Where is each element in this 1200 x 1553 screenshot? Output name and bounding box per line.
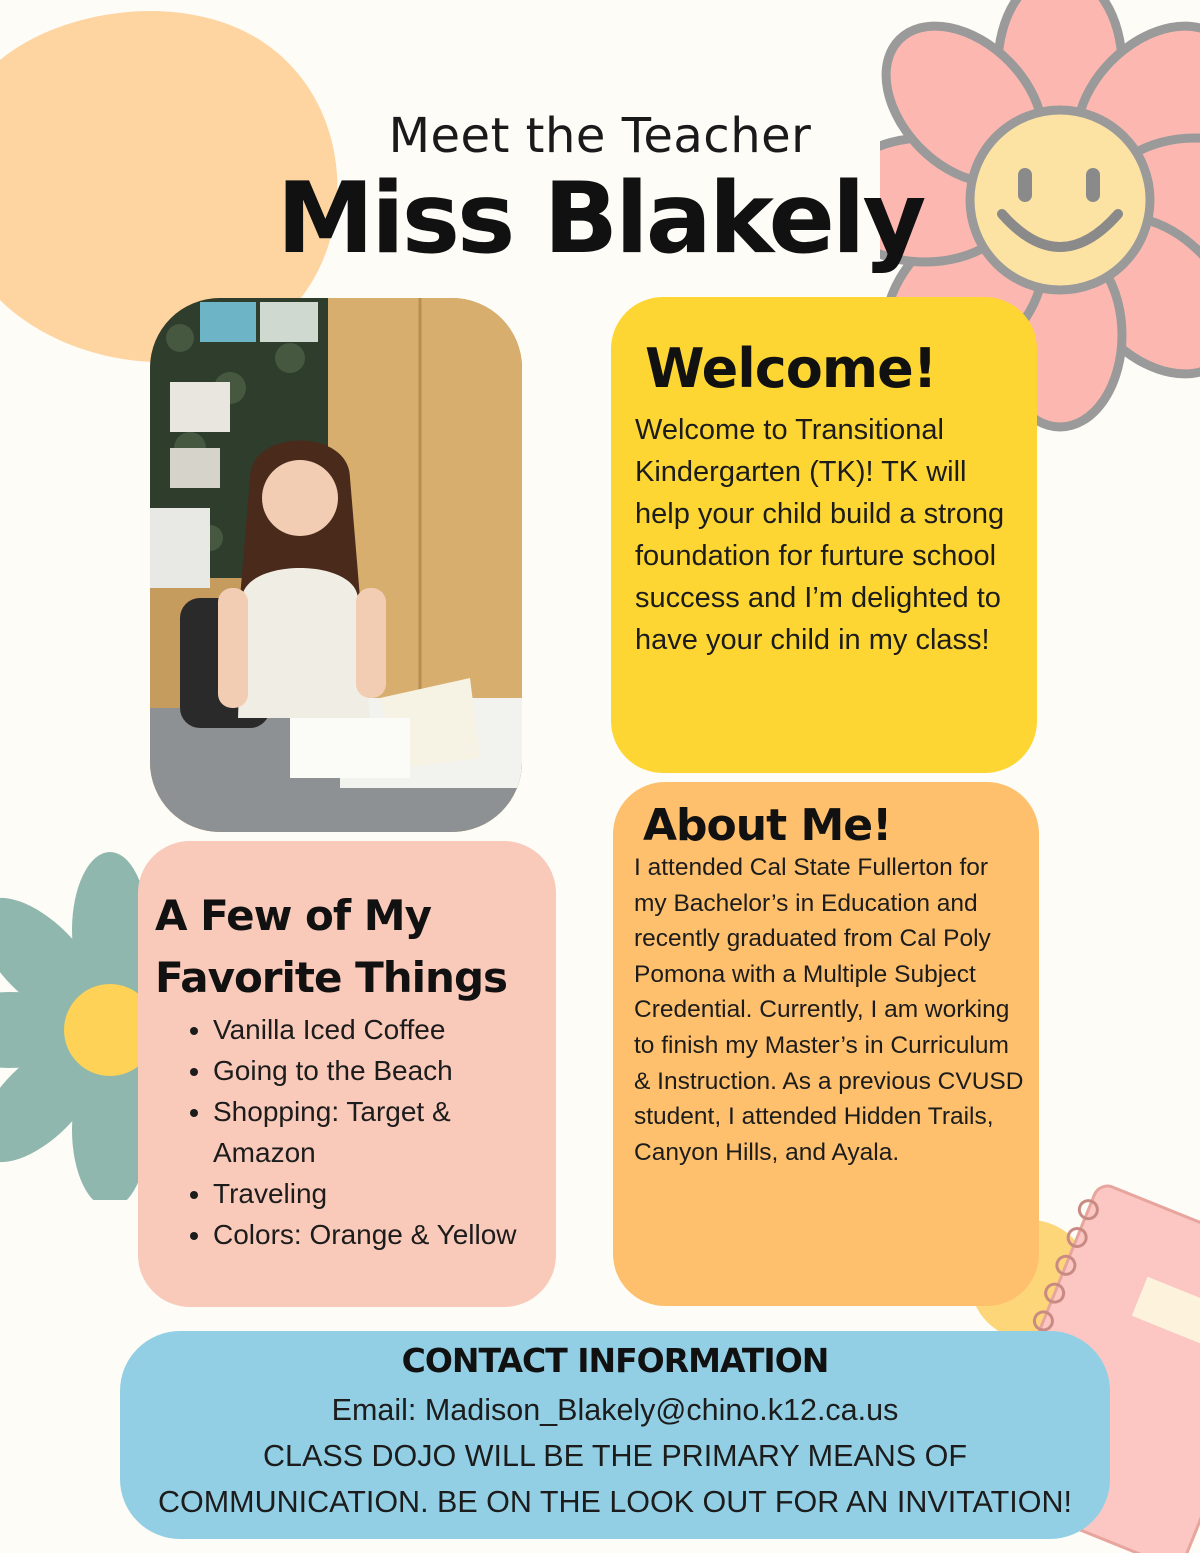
favorite-item: • Vanilla Iced Coffee xyxy=(213,1009,550,1050)
favorite-item: • Going to the Beach xyxy=(213,1050,550,1091)
contact-email: Email: Madison_Blakely@chino.k12.ca.us xyxy=(331,1393,899,1427)
about-me-text: I attended Cal State Fullerton for my Bachelor’s in Education and recently graduated from Cal Poly Pomona with a Multiple Subject Credential. Currently, I am working to finish my Master’s in Curriculum & Instruction. As a previous CVUSD student, I attended Hidden Trails, Canyon Hills, and Ayala. xyxy=(634,854,1024,1166)
favorite-things-list xyxy=(158,1009,550,1255)
contact-note-line-1: CLASS DOJO WILL BE THE PRIMARY MEANS OF xyxy=(263,1439,967,1473)
favorite-things-title: A Few of My Favorite Things xyxy=(155,891,508,1002)
about-me-title: About Me! xyxy=(643,800,892,851)
contact-title: CONTACT INFORMATION xyxy=(401,1341,829,1380)
welcome-card xyxy=(611,297,1037,773)
welcome-title: Welcome! xyxy=(645,337,937,400)
contact-note-line-2: COMMUNICATION. BE ON THE LOOK OUT FOR AN INVITATION! xyxy=(158,1485,1072,1519)
welcome-text: Welcome to Transitional Kindergarten (TK)! TK will help your child build a strong foundation for furture school success and I’m delighted to have your child in my class! xyxy=(635,414,1005,656)
favorite-item: • Colors: Orange & Yellow xyxy=(213,1214,550,1255)
favorite-item: • Traveling xyxy=(213,1173,550,1214)
about-me-card xyxy=(613,782,1039,1306)
contact-card xyxy=(120,1331,1110,1539)
teacher-name-heading: Miss Blakely xyxy=(276,162,924,276)
favorite-item: • Shopping: Target & Amazon xyxy=(213,1091,550,1173)
page-kicker: Meet the Teacher xyxy=(388,108,812,164)
teacher-photo xyxy=(150,298,522,832)
favorite-things-card xyxy=(138,841,556,1307)
